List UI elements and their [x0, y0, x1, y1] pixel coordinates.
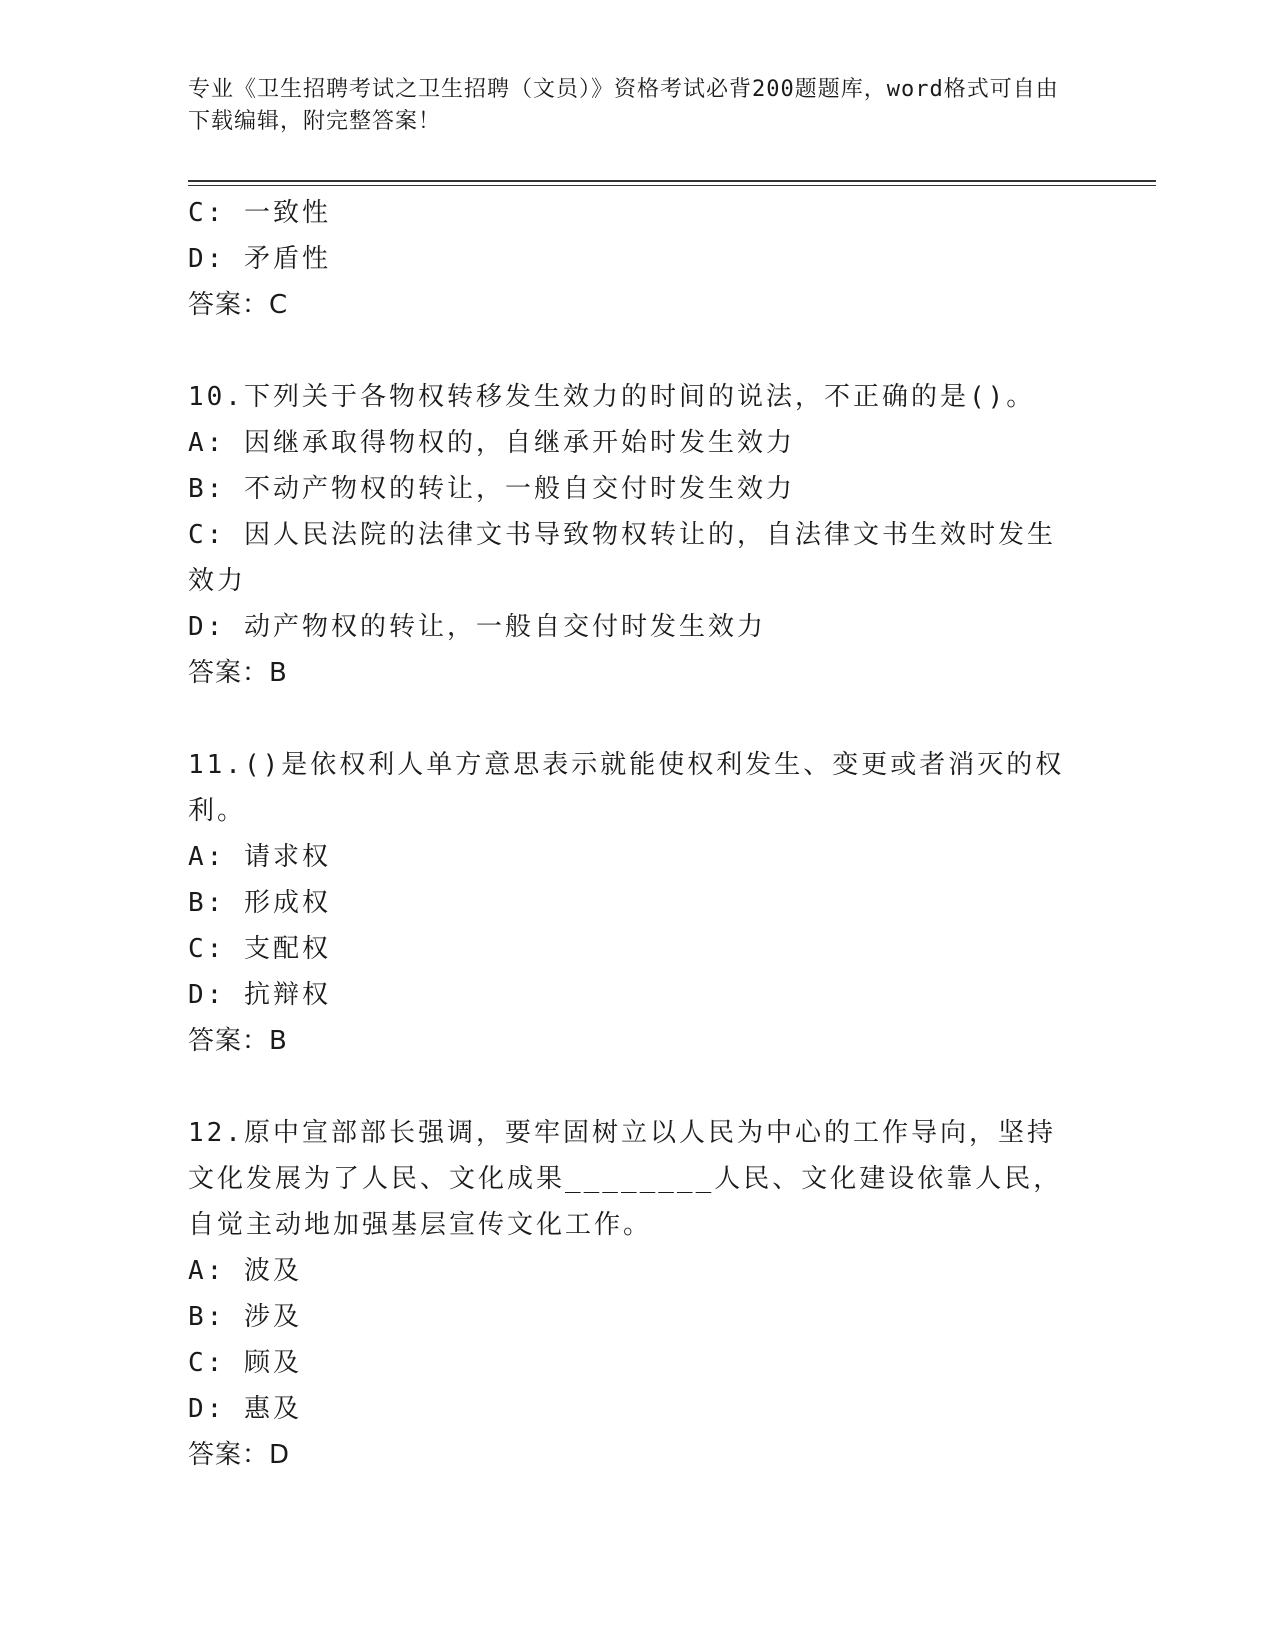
option-b: B: 不动产物权的转让，一般自交付时发生效力: [188, 474, 795, 504]
header-divider-thin: [188, 185, 1156, 186]
answer-line: 答案：D: [188, 1440, 291, 1470]
question-title: 10.下列关于各物权转移发生效力的时间的说法，不正确的是()。: [188, 382, 1036, 412]
option-d: D: 抗辩权: [188, 980, 331, 1010]
header-divider-thick: [188, 180, 1156, 182]
option-b: B: 涉及: [188, 1302, 302, 1332]
question-title: 11.()是依权利人单方意思表示就能使权利发生、变更或者消灭的权利。: [188, 750, 1065, 826]
answer-line: 答案：C: [188, 290, 289, 320]
spacer: [188, 1064, 1078, 1110]
option-a: A: 请求权: [188, 842, 331, 872]
option-a: A: 波及: [188, 1256, 302, 1286]
option-b: B: 形成权: [188, 888, 331, 918]
option-d: D: 矛盾性: [188, 244, 331, 274]
spacer: [188, 328, 1078, 374]
answer-line: 答案：B: [188, 1026, 288, 1056]
document-header: [188, 74, 1068, 138]
question-12: [188, 1110, 1078, 1478]
question-10: [188, 374, 1078, 696]
question-9-tail: [188, 190, 1078, 328]
option-c: C: 顾及: [188, 1348, 302, 1378]
option-c: C: 支配权: [188, 934, 331, 964]
spacer: [188, 696, 1078, 742]
question-list: [188, 190, 1078, 1478]
question-title: 12.原中宣部部长强调，要牢固树立以人民为中心的工作导向，坚持文化发展为了人民、文化成果________人民、文化建设依靠人民，自觉主动地加强基层宣传文化工作。: [188, 1118, 1063, 1240]
answer-line: 答案：B: [188, 658, 288, 688]
option-c: C: 一致性: [188, 198, 331, 228]
option-d: D: 惠及: [188, 1394, 302, 1424]
option-c: C: 因人民法院的法律文书导致物权转让的，自法律文书生效时发生效力: [188, 520, 1056, 596]
option-d: D: 动产物权的转让，一般自交付时发生效力: [188, 612, 766, 642]
question-11: [188, 742, 1078, 1064]
option-a: A: 因继承取得物权的，自继承开始时发生效力: [188, 428, 795, 458]
header-text: 专业《卫生招聘考试之卫生招聘（文员）》资格考试必背200题题库，word格式可自由下载编辑，附完整答案！: [188, 77, 1059, 134]
